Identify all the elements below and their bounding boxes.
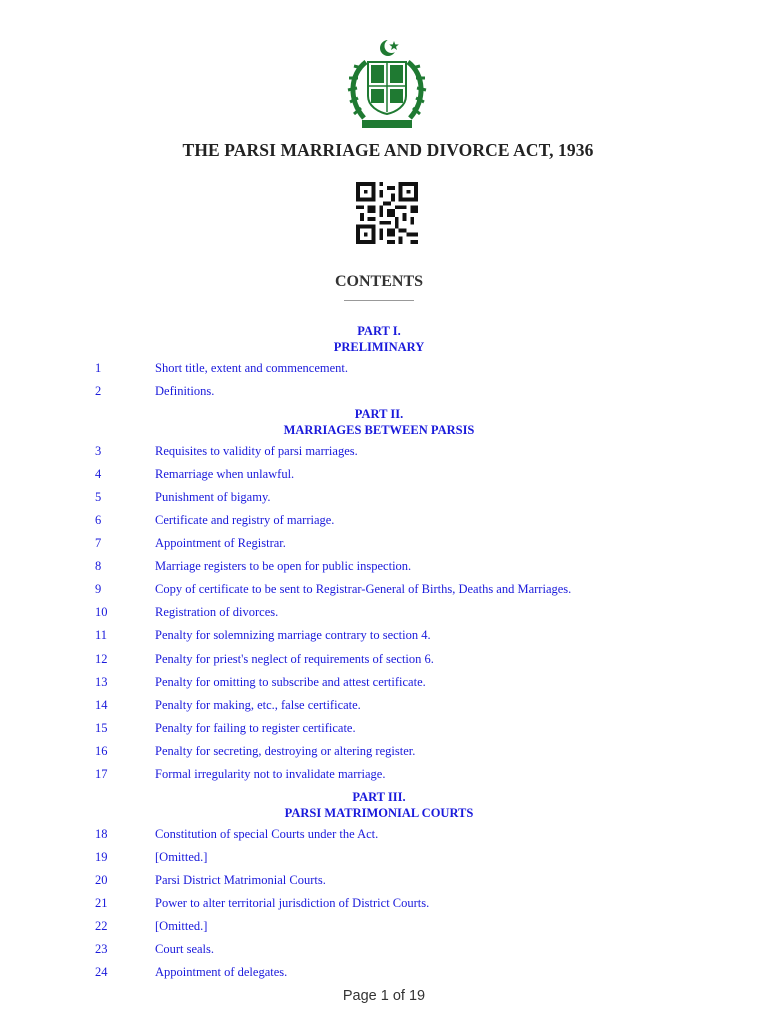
section-number: 9: [95, 582, 102, 596]
part-number: PART II.: [354, 407, 404, 421]
part-number: PART I.: [357, 324, 401, 338]
toc-entry[interactable]: [0, 963, 760, 981]
part-heading[interactable]: [0, 789, 758, 821]
section-title: Court seals.: [155, 942, 215, 956]
section-number: 14: [95, 698, 108, 712]
toc-entry[interactable]: [0, 442, 760, 460]
section-title: Copy of certificate to be sent to Registrar-General of Births, Deaths and Marriages.: [155, 582, 572, 596]
section-number: 6: [95, 513, 102, 527]
section-title: Penalty for omitting to subscribe and attest certificate.: [155, 675, 426, 689]
part-heading[interactable]: [0, 406, 758, 438]
section-title: Appointment of delegates.: [155, 965, 288, 979]
section-title: Penalty for secreting, destroying or altering register.: [155, 744, 416, 758]
toc-entry[interactable]: [0, 825, 760, 843]
toc-entry[interactable]: [0, 719, 760, 737]
section-title: Appointment of Registrar.: [155, 536, 286, 550]
section-number: 4: [95, 467, 102, 481]
section-title: Penalty for solemnizing marriage contrary to section 4.: [155, 628, 431, 642]
toc-entry[interactable]: [0, 603, 760, 621]
section-title: Registration of divorces.: [155, 605, 279, 619]
toc-entry[interactable]: [0, 534, 760, 552]
page-number-indicator: Page 1 of 19: [342, 988, 426, 1004]
toc-entry[interactable]: [0, 696, 760, 714]
section-number: 17: [95, 767, 108, 781]
toc-entry[interactable]: [0, 382, 760, 400]
section-number: 10: [95, 605, 108, 619]
section-title: Constitution of special Courts under the Act.: [155, 827, 379, 841]
toc-entry[interactable]: [0, 557, 760, 575]
section-number: 20: [95, 873, 108, 887]
toc-entry[interactable]: [0, 765, 760, 783]
section-title: Certificate and registry of marriage.: [155, 513, 335, 527]
toc-entry[interactable]: [0, 626, 760, 644]
contents-heading: CONTENTS: [334, 273, 424, 290]
section-number: 1: [95, 361, 102, 375]
toc-entry[interactable]: [0, 871, 760, 889]
toc-entry[interactable]: [0, 848, 760, 866]
section-title: Marriage registers to be open for public inspection.: [155, 559, 412, 573]
part-heading[interactable]: [0, 323, 758, 355]
section-number: 18: [95, 827, 108, 841]
toc-entry[interactable]: [0, 465, 760, 483]
part-number: PART III.: [352, 790, 406, 804]
section-title: Punishment of bigamy.: [155, 490, 271, 504]
contents-divider: [344, 300, 414, 301]
toc-entry[interactable]: [0, 673, 760, 691]
toc-entry[interactable]: [0, 742, 760, 760]
section-number: 3: [95, 444, 102, 458]
toc-entry[interactable]: [0, 917, 760, 935]
section-number: 7: [95, 536, 102, 550]
section-title: Parsi District Matrimonial Courts.: [155, 873, 326, 887]
toc-entry[interactable]: [0, 488, 760, 506]
section-number: 24: [95, 965, 108, 979]
section-number: 23: [95, 942, 108, 956]
section-number: 15: [95, 721, 108, 735]
section-title: [Omitted.]: [155, 919, 208, 933]
section-number: 16: [95, 744, 108, 758]
toc-entry[interactable]: [0, 940, 760, 958]
qr-code-icon: [355, 182, 419, 244]
section-number: 12: [95, 652, 108, 666]
toc-entry[interactable]: [0, 580, 760, 598]
section-title: Power to alter territorial jurisdiction of District Courts.: [155, 896, 430, 910]
section-title: Penalty for making, etc., false certificate.: [155, 698, 361, 712]
section-title: Penalty for failing to register certificate.: [155, 721, 356, 735]
part-name: PARSI MATRIMONIAL COURTS: [284, 806, 474, 820]
document-title: THE PARSI MARRIAGE AND DIVORCE ACT, 1936: [182, 140, 594, 160]
toc-entry[interactable]: [0, 894, 760, 912]
toc-entry[interactable]: [0, 650, 760, 668]
part-name: PRELIMINARY: [333, 340, 425, 354]
section-number: 21: [95, 896, 108, 910]
section-number: 11: [95, 628, 108, 642]
section-number: 19: [95, 850, 108, 864]
section-number: 22: [95, 919, 108, 933]
toc-entry[interactable]: [0, 511, 760, 529]
section-number: 8: [95, 559, 102, 573]
section-title: Remarriage when unlawful.: [155, 467, 295, 481]
section-number: 13: [95, 675, 108, 689]
section-title: [Omitted.]: [155, 850, 208, 864]
section-title: Short title, extent and commencement.: [155, 361, 348, 375]
section-title: Requisites to validity of parsi marriages.: [155, 444, 358, 458]
part-name: MARRIAGES BETWEEN PARSIS: [283, 423, 475, 437]
toc-entry[interactable]: [0, 359, 760, 377]
section-title: Definitions.: [155, 384, 215, 398]
section-number: 2: [95, 384, 102, 398]
state-emblem-icon: [344, 38, 430, 130]
section-title: Formal irregularity not to invalidate marriage.: [155, 767, 386, 781]
section-title: Penalty for priest's neglect of requirements of section 6.: [155, 652, 434, 666]
section-number: 5: [95, 490, 102, 504]
